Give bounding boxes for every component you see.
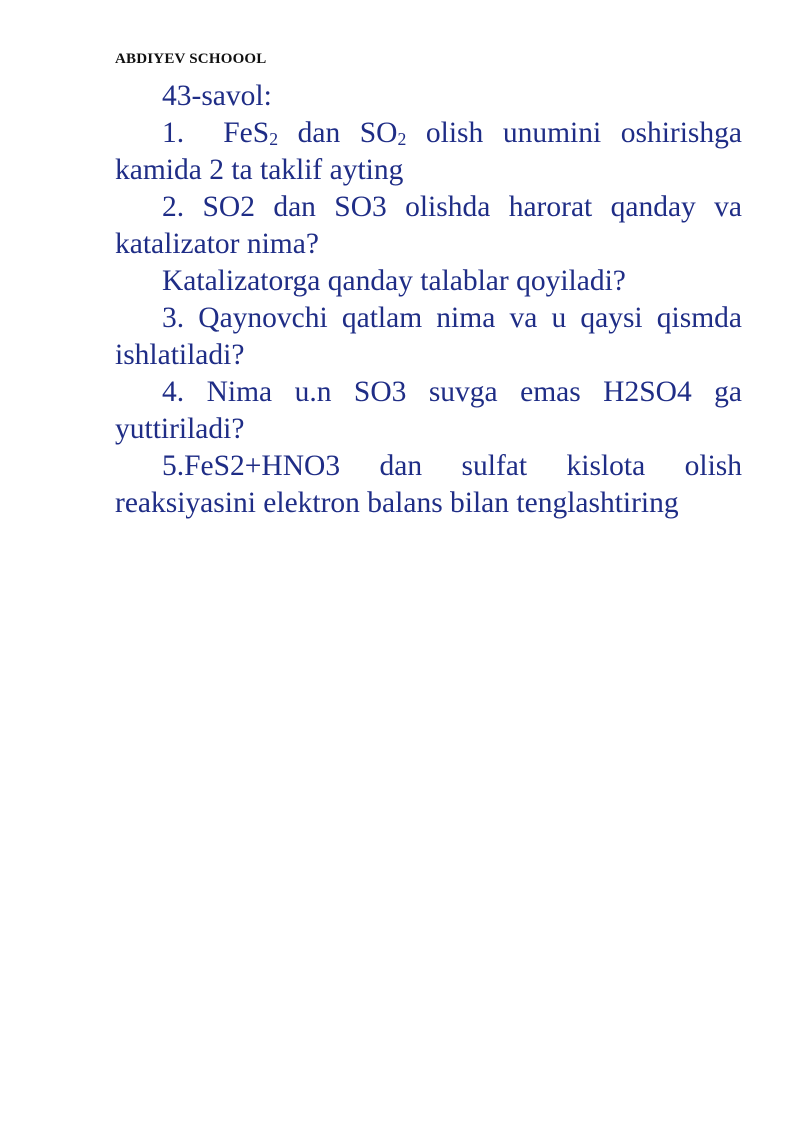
question-1-rest: olish unumini oshirishga kamida 2 ta taklif ayting [115,117,743,186]
school-header: ABDIYEV SCHOOOL [115,51,267,67]
question-1-number: 1. [162,117,185,149]
question-1 [115,115,742,189]
question-title: 43-savol: [162,80,272,112]
question-2-followup: Katalizatorga qanday talablar qoyiladi? [162,265,626,297]
question-1-middle: dan SO [278,117,398,149]
question-1-subscript-1: 2 [269,129,279,150]
question-2: 2. SO2 dan SO3 olishda harorat qanday va katalizator nima? [115,191,742,260]
question-5: 5.FeS2+HNO3 dan sulfat kislota olish reaksiyasini elektron balans bilan tenglashtiring [115,450,742,519]
document-page [115,50,742,522]
question-3: 3. Qaynovchi qatlam nima va u qaysi qismda ishlatiladi? [115,302,742,371]
question-1-formula-fes: FeS [223,117,270,149]
question-1-subscript-2: 2 [397,129,407,150]
question-4: 4. Nima u.n SO3 suvga emas H2SO4 ga yuttiriladi? [115,376,742,445]
